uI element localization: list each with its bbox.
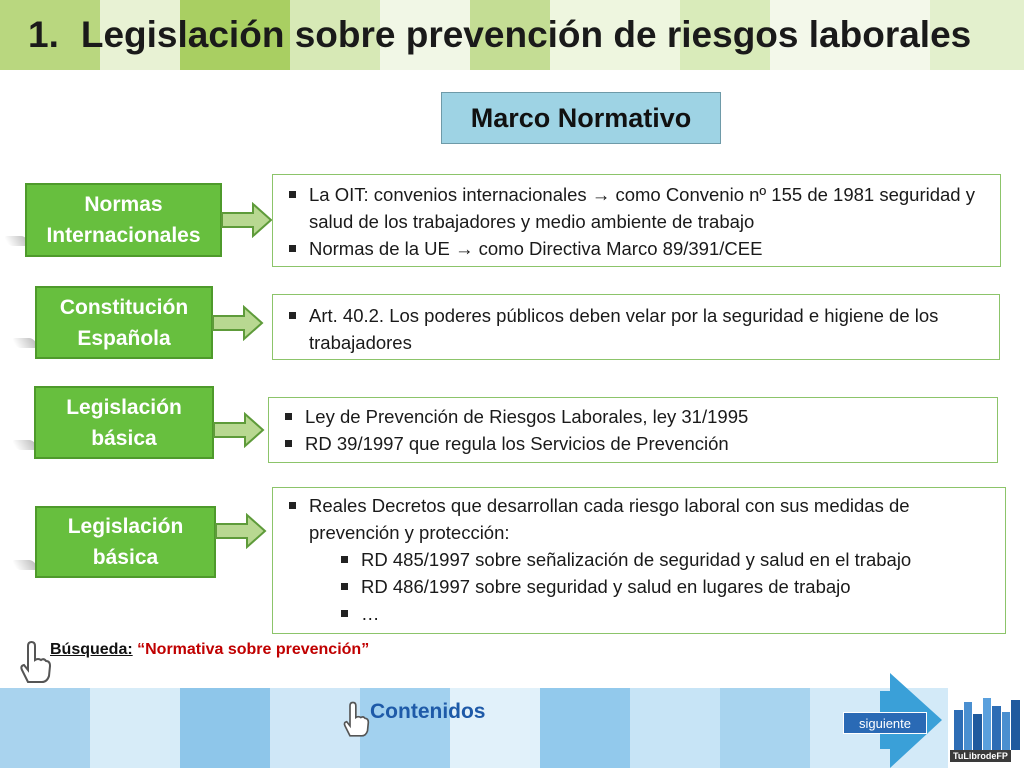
content-box-legislacion-basica <box>268 397 998 463</box>
label-line: básica <box>91 426 157 450</box>
logo-text: TuLibrodeFP <box>950 750 1011 762</box>
title-number: 1. <box>28 14 59 55</box>
bullet-item: Normas de la UE → como Directiva Marco 89/391/CEE <box>279 235 992 262</box>
bullet-item: RD 39/1997 que regula los Servicios de Prevención <box>275 430 989 457</box>
content-box-normas-internacionales <box>272 174 1001 267</box>
books-logo-icon <box>952 692 1022 750</box>
label-legislacion-basica <box>34 386 214 459</box>
logo <box>948 688 1024 768</box>
bullet-item: Reales Decretos que desarrollan cada riesgo laboral con sus medidas de prevención y protección: <box>279 492 997 546</box>
label-line: Legislación <box>66 395 182 419</box>
contents-link[interactable]: Contenidos <box>370 700 486 723</box>
label-constitucion-espanola <box>35 286 213 359</box>
right-arrow-icon <box>215 513 267 549</box>
label-line: básica <box>92 546 159 569</box>
marco-normativo-box: Marco Normativo <box>441 92 721 144</box>
search-label: Búsqueda: <box>50 641 133 658</box>
label-line: Española <box>77 326 171 350</box>
search-hint[interactable] <box>50 641 369 659</box>
pointing-hand-icon[interactable] <box>16 640 52 686</box>
bullet-item: Art. 40.2. Los poderes públicos deben velar por la seguridad e higiene de los trabajadores <box>279 302 991 356</box>
content-box-reales-decretos <box>272 487 1006 634</box>
content-box-constitucion <box>272 294 1000 360</box>
sub-bullet-item: … <box>279 600 997 627</box>
label-line: Legislación <box>67 515 184 538</box>
bullet-item: Ley de Prevención de Riesgos Laborales, ley 31/1995 <box>275 403 989 430</box>
label-legislacion-basica-rd <box>35 506 216 578</box>
label-normas-internacionales <box>25 183 222 257</box>
search-value: “Normativa sobre prevención” <box>137 641 370 658</box>
next-button[interactable]: siguiente <box>843 712 927 734</box>
sub-bullet-item: RD 485/1997 sobre señalización de seguridad y salud en el trabajo <box>279 546 997 573</box>
right-arrow-icon <box>213 412 265 448</box>
right-arrow-icon <box>212 305 264 341</box>
title-text: Legislación sobre prevención de riesgos laborales <box>80 14 972 55</box>
bullet-item: La OIT: convenios internacionales → como Convenio nº 155 de 1981 seguridad y salud de los trabajadores y medio ambiente de trabajo <box>279 181 992 235</box>
page-title <box>28 14 971 56</box>
label-line: Normas <box>84 193 163 216</box>
sub-bullet-item: RD 486/1997 sobre seguridad y salud en lugares de trabajo <box>279 573 997 600</box>
pointing-hand-icon[interactable] <box>340 700 370 740</box>
right-arrow-icon <box>221 202 273 238</box>
label-line: Internacionales <box>46 224 201 247</box>
label-line: Constitución <box>59 295 189 319</box>
